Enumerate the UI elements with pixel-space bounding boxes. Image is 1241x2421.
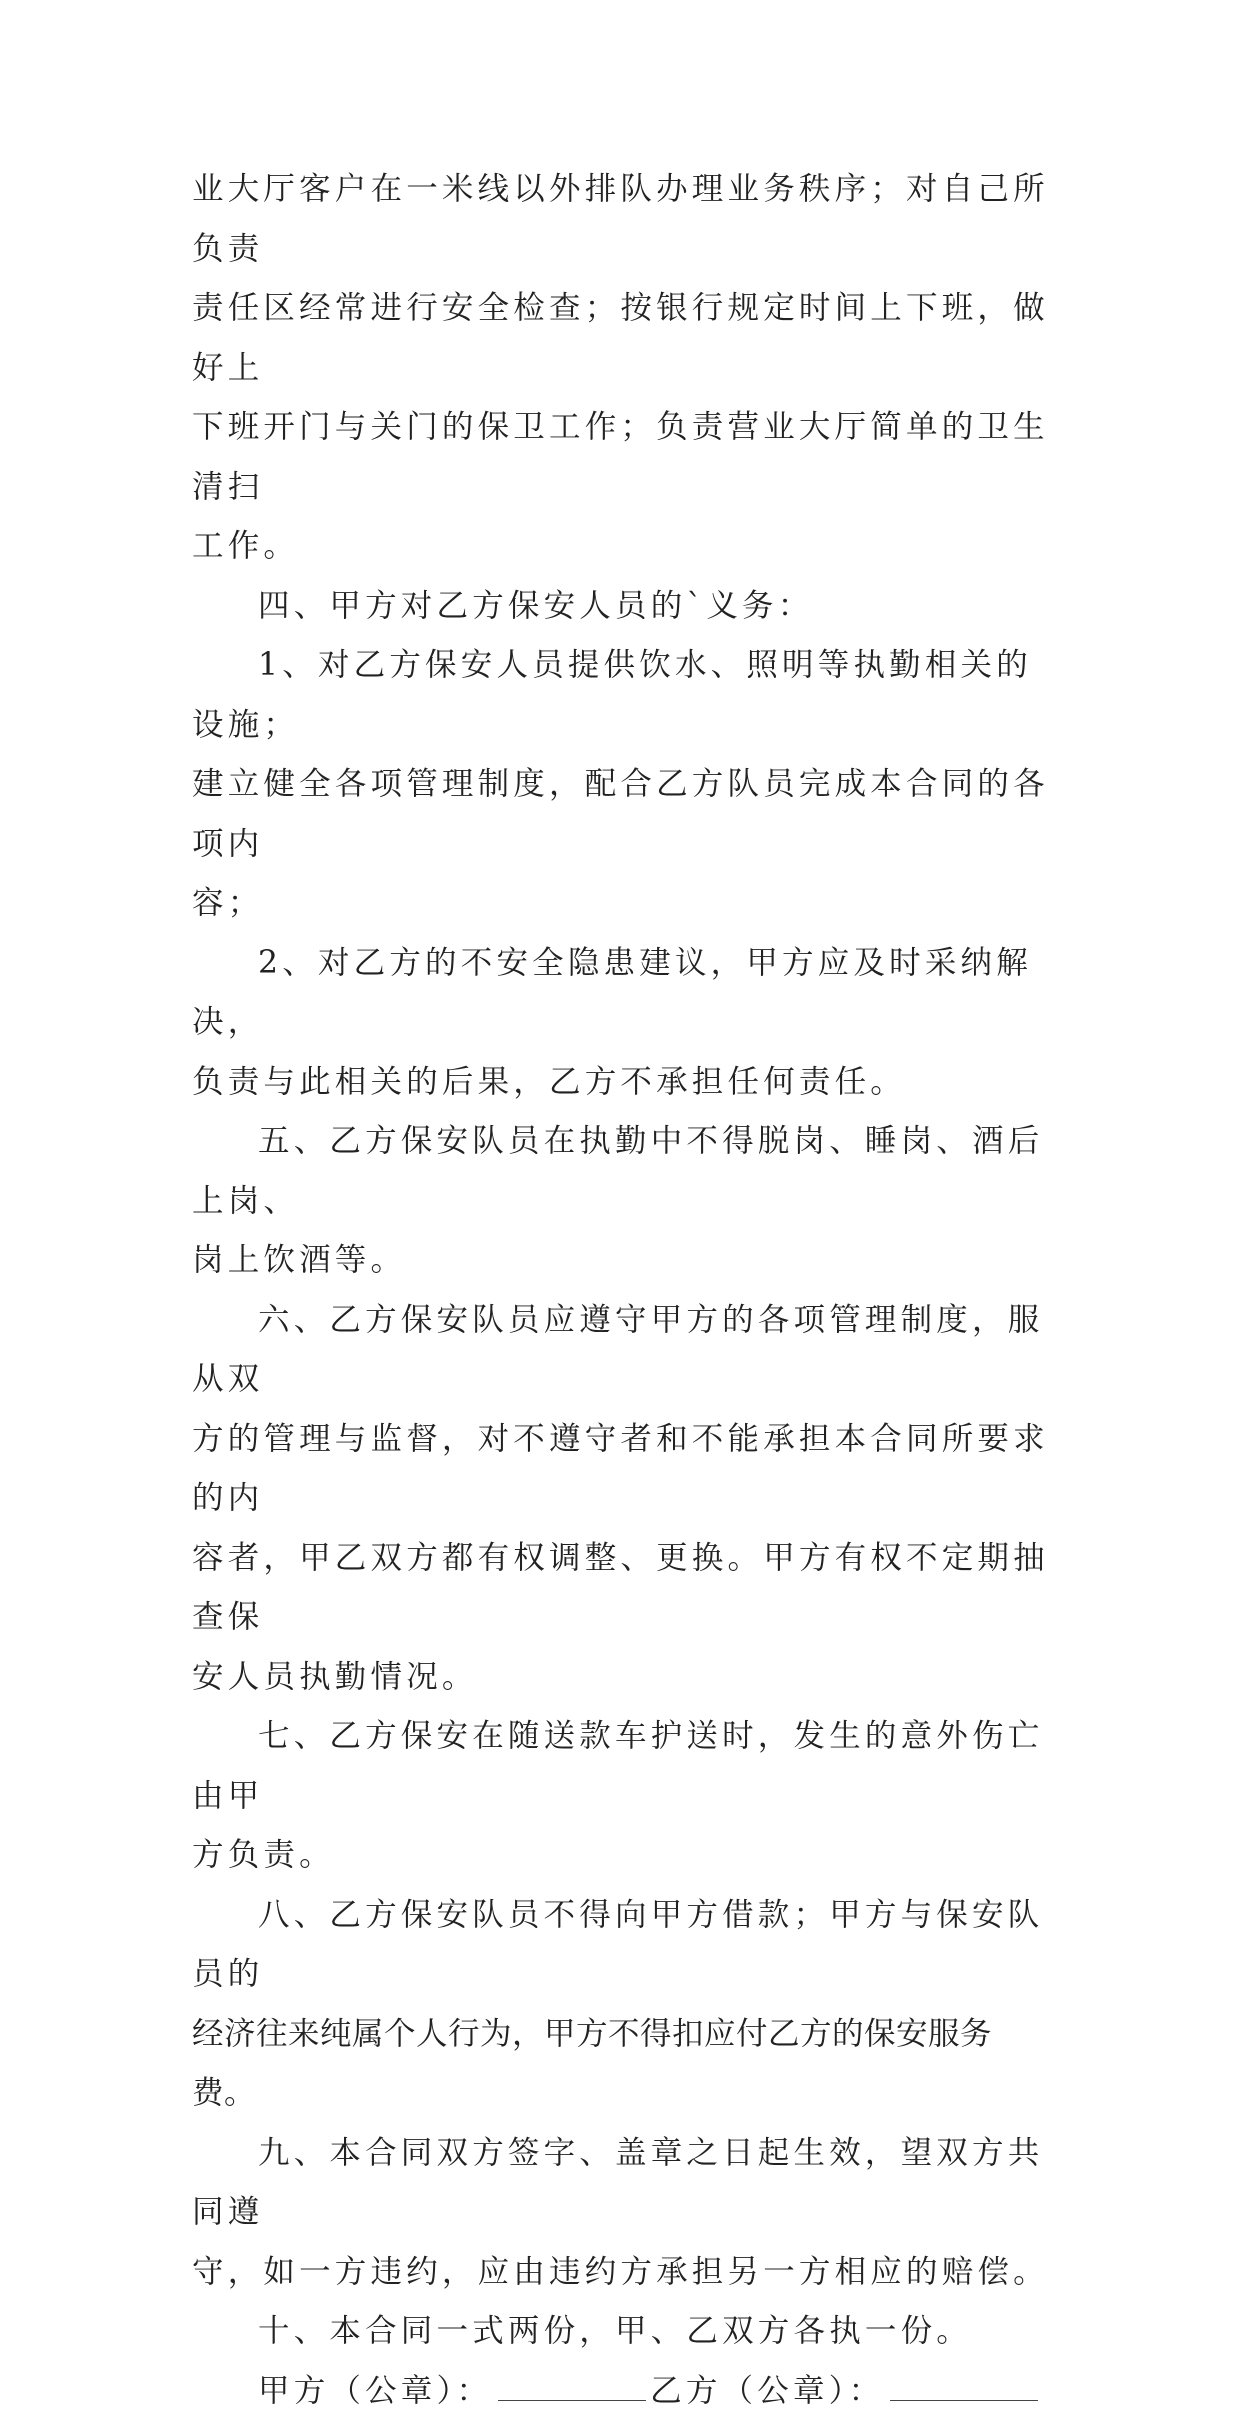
text-line: 负责与此相关的后果，乙方不承担任何责任。 [192,1064,906,1100]
document-page [192,160,1052,2421]
text-line: 安人员执勤情况。 [192,1659,478,1695]
text-line: 四、甲方对乙方保安人员的`义务： [258,588,813,624]
signature-row [192,2362,1052,2421]
party-b-signature-line [890,2399,1038,2401]
paragraph-continuation [192,160,1052,577]
text-line: 经济往来纯属个人行为，甲方不得扣应付乙方的保安服务费。 [192,2016,992,2112]
party-b-seal-label: 乙方（公章）： [650,2373,884,2409]
text-line: 守，如一方违约，应由违约方承担另一方相应的赔偿。 [192,2254,1049,2290]
text-line: 工作。 [192,528,299,564]
clause-4-item-1 [192,636,1052,934]
clause-7 [192,1707,1052,1886]
clause-8 [192,1886,1052,2124]
clause-4-item-2 [192,934,1052,1113]
text-line: 九、本合同双方签字、盖章之日起生效，望双方共同遵 [192,2135,1043,2231]
clause-6 [192,1291,1052,1708]
text-line: 方的管理与监督，对不遵守者和不能承担本合同所要求的内 [192,1421,1049,1517]
text-line: 八、乙方保安队员不得向甲方借款；甲方与保安队员的 [192,1897,1043,1993]
text-line: 业大厅客户在一米线以外排队办理业务秩序；对自己所负责 [192,171,1049,267]
text-line: 建立健全各项管理制度，配合乙方队员完成本合同的各项内 [192,766,1049,862]
text-line: 七、乙方保安在随送款车护送时，发生的意外伤亡由甲 [192,1718,1043,1814]
clause-10 [192,2302,1052,2362]
text-line: 六、乙方保安队员应遵守甲方的各项管理制度，服从双 [192,1302,1043,1398]
text-line: 2、对乙方的不安全隐患建议，甲方应及时采纳解决， [192,945,1032,1041]
clause-5 [192,1112,1052,1291]
text-line: 责任区经常进行安全检查；按银行规定时间上下班，做好上 [192,290,1049,386]
text-line: 十、本合同一式两份，甲、乙双方各执一份。 [258,2313,972,2349]
party-a-seal-label: 甲方（公章）： [258,2373,492,2409]
text-line: 下班开门与关门的保卫工作；负责营业大厅简单的卫生清扫 [192,409,1049,505]
text-line: 容者，甲乙双方都有权调整、更换。甲方有权不定期抽查保 [192,1540,1049,1636]
text-line: 五、乙方保安队员在执勤中不得脱岗、睡岗、酒后上岗、 [192,1123,1043,1219]
text-line: 岗上饮酒等。 [192,1242,406,1278]
party-a-signature-line [498,2399,646,2401]
clause-9 [192,2124,1052,2303]
text-line: 容； [192,885,263,921]
text-line: 方负责。 [192,1837,335,1873]
text-line: 1、对乙方保安人员提供饮水、照明等执勤相关的设施； [192,647,1032,743]
clause-4-heading [192,577,1052,637]
